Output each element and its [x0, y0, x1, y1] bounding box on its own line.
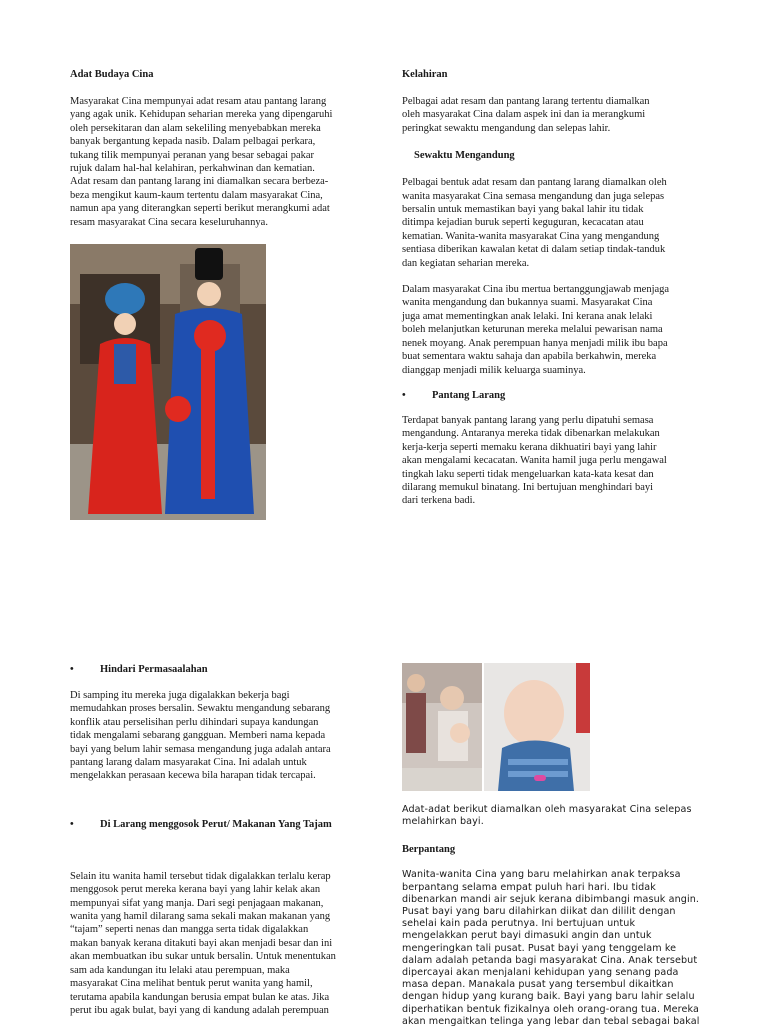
- paragraph-pantang-larang: Terdapat banyak pantang larang yang perlu dipatuhi semasa mengandung. Antaranya mereka tidak dibenarkan melakukan kerja-kerja seperti memaku kerana dikhuatiri bayi yang lahir akan mengalami kecacatan. Wanita hamil juga perlu mengawal tingkah laku seperti tidak mengeluarkan kata-kata kesat dan dilarang memukul binatang. Ini bertujuan menghindari bayi dari terkena badi.: [402, 414, 667, 507]
- heading-sewaktu-mengandung: Sewaktu Mengandung: [414, 150, 515, 162]
- paragraph-kelahiran-intro: Pelbagai adat resam dan pantang larang tertentu diamalkan oleh masyarakat Cina dalam aspek ini dan ia merangkumi peringkat sewaktu mengandung dan selepas lahir.: [402, 96, 650, 134]
- paragraph-mengandung-1: Pelbagai bentuk adat resam dan pantang larang diamalkan oleh wanita masyarakat Cina semasa mengandung dan juga selepas bersalin untuk memastikan bayi yang bakal lahir itu tidak ditimpa kejadian buruk seperti keguguran, kecacatan atau kematian. Wanita-wanita masyarakat Cina yang mengandung sentiasa diberikan kawalan ketat di dalam setiap tindak-tanduk dan kegiatan seharian mereka.: [402, 177, 667, 269]
- bullet-pantang-larang: [402, 390, 702, 401]
- heading-berpantang: Berpantang: [402, 844, 456, 856]
- heading-di-larang: Di Larang menggosok Perut/ Makanan Yang Tajam: [100, 818, 332, 830]
- paragraph-hindari: Di samping itu mereka juga digalakkan bekerja bagi memudahkan proses bersalin. Sewaktu mengandung sebarang konflik atau perselisihan perlu dihindari supaya kandungan tidak mengalami sebarang gangguan. Memberi nama kepada bayi yang belum lahir semasa mengandung juga adalah antara pantang larang dalam masyarakat Cina. Ini adalah untuk mengelakkan perasaan kecewa bila harapan tidak tercapai.: [70, 690, 331, 782]
- section-hindari: [70, 664, 370, 1017]
- section-kelahiran: [402, 69, 702, 508]
- wedding-couple-illustration: [70, 244, 266, 520]
- bullet-icon: •: [402, 389, 406, 401]
- baby-photo-2: [484, 663, 590, 791]
- photo-caption: Adat-adat berikut diamalkan oleh masyarakat Cina selepas melahirkan bayi.: [402, 804, 692, 828]
- paragraph-berpantang: Wanita-wanita Cina yang baru melahirkan anak terpaksa berpantang selama empat puluh hari hari. Ibu tidak dibenarkan mandi air sejuk kerana dibimbangi masuk angin. Pusat bayi yang baru dilahirkan diikat dan dililit dengan sehelai kain pada perutnya. Ini bertujuan untuk mengelakkan perut bayi dimasuki angin dan untuk mengeringkan tali pusat. Pusat bayi yang tenggelam ke dalam adalah petanda bagi masyarakat Cina. Anak tersebut dipercayai akan menjalani kehidupan yang senang pada masa depan. Manakala pusat yang tersembul dikaitkan dengan hidup yang kurang baik. Bayi yang baru lahir selalu diperhatikan bentuk fizikalnya oleh orang-orang tua. Mereka akan mengaitkan telinga yang lebar dan tebal sebagai bakal: [402, 869, 700, 1027]
- baby-photo-1: [402, 663, 482, 791]
- section-adat-budaya: [70, 69, 370, 229]
- baby-family-illustration: [402, 663, 482, 791]
- paragraph-mengandung-2: Dalam masyarakat Cina ibu mertua bertanggungjawab menjaga wanita mengandung dan bukannya suami. Masyarakat Cina juga amat mementingkan anak lelaki. Ini kerana anak lelaki boleh melanjutkan keturunan mereka melalui pewarisan nama nenek moyang. Anak perempuan hanya menjadi milik ibu bapa buat sementara waktu sahaja dan apabila berkahwin, mereka dianggap menjadi milik keluarga suaminya.: [402, 284, 670, 376]
- heading-adat-budaya: Adat Budaya Cina: [70, 69, 154, 80]
- wedding-couple-photo: [70, 244, 266, 520]
- bullet-icon: •: [70, 818, 74, 830]
- section-berpantang: [402, 804, 722, 1028]
- bullet-icon: •: [70, 664, 74, 675]
- heading-hindari-permasaalahan: Hindari Permasaalahan: [100, 664, 208, 675]
- heading-kelahiran: Kelahiran: [402, 69, 448, 80]
- bullet-di-larang: [70, 819, 370, 830]
- heading-pantang-larang: Pantang Larang: [432, 389, 506, 401]
- paragraph-adat-budaya: Masyarakat Cina mempunyai adat resam atau pantang larang yang agak unik. Kehidupan seharian mereka yang dipengaruhi oleh persekitaran dan alam sekeliling menyebabkan mereka banyak bergantung kepada nasib. Dalam pelbagai perkara, tukang tilik mempunyai peranan yang besar sebagai pakar rujuk dalam hal-hal kelahiran, perkahwinan dan kematian. Adat resam dan pantang larang ini diamalkan secara berbeza- beza mengikut kaum-kaum tertentu dalam masyarakat Cina, namun apa yang diterangkan seperti berikut merangkumi adat resam masyarakat Cina secara keseluruhannya.: [70, 96, 333, 228]
- bullet-hindari: [70, 664, 370, 675]
- paragraph-di-larang: Selain itu wanita hamil tersebut tidak digalakkan terlalu kerap menggosok perut mereka kerana bayi yang lahir kelak akan mempunyai sifat yang manja. Dari segi penjagaan makanan, wanita yang hamil dilarang sama sekali makan makanan yang “tajam” seperti nenas dan mangga serta tidak digalakkan makan banyak kerana ditakuti bayi akan menjadi besar dan ini akan membuatkan ibu sukar untuk bersalin. Untuk menentukan sam ada kandungan itu lelaki atau perempuan, maka masyarakat Cina melihat bentuk perut wanita yang hamil, terutama apabila kandungan berusia empat bulan ke atas. Jika perut ibu agak bulat, bayi yang di kandung adalah perempuan: [70, 870, 336, 1016]
- baby-lying-illustration: [484, 663, 590, 791]
